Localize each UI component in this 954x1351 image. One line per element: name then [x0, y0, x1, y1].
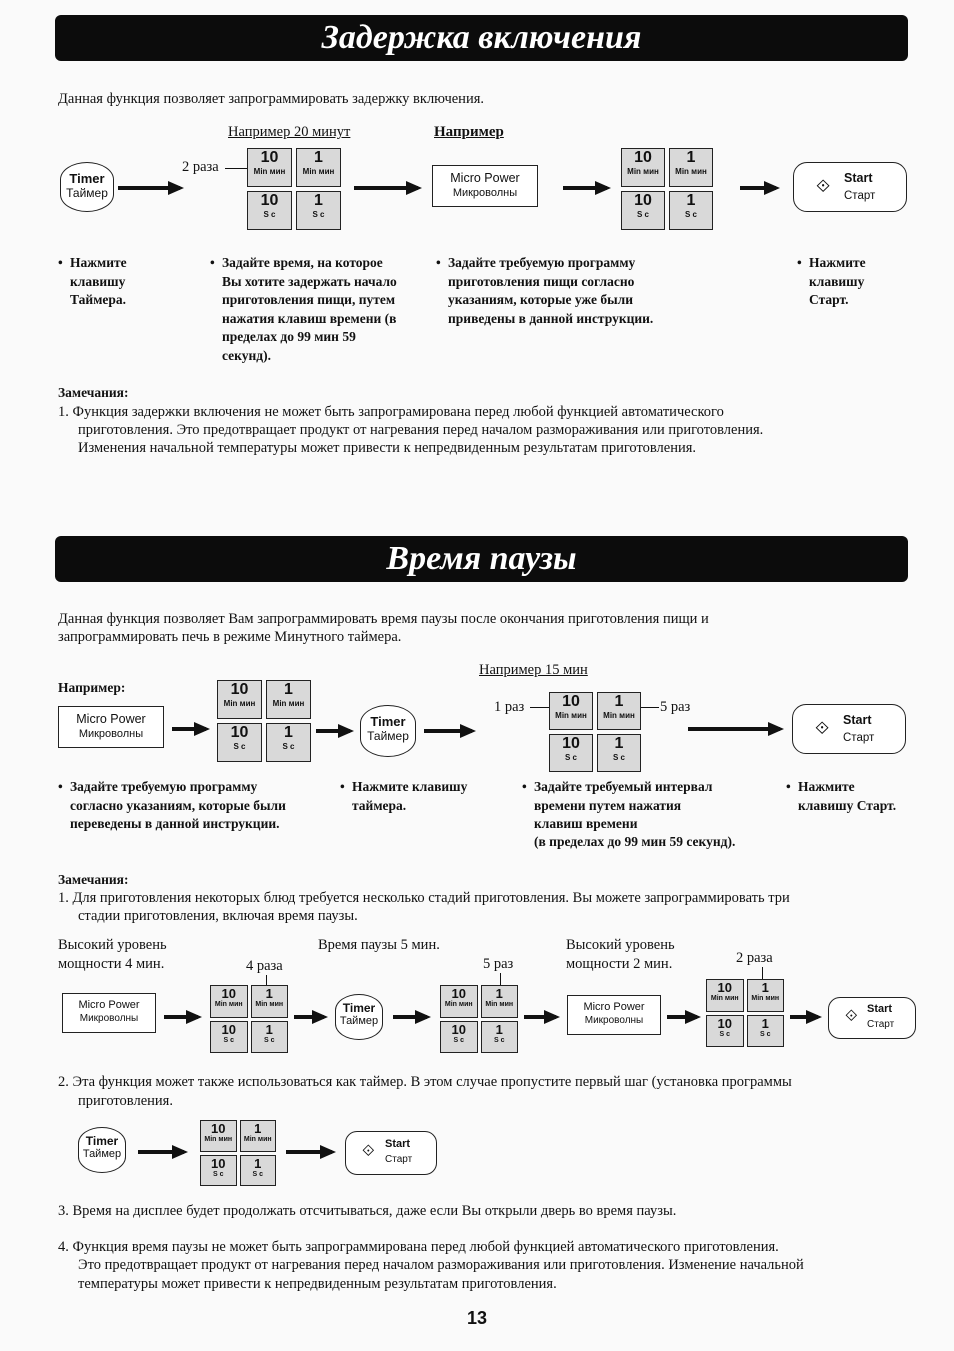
- timer-button[interactable]: [360, 705, 416, 757]
- key-10-sec[interactable]: 10 S c: [621, 191, 665, 230]
- micro-power-label: Micro Power: [78, 999, 140, 1011]
- arrow-icon: [294, 1015, 324, 1019]
- note-line: 2. Эта функция может также использоваться как таймер. В этом случае пропустите первый шаг (установка программы: [58, 1074, 792, 1090]
- key-1-sec[interactable]: 1 S c: [240, 1155, 277, 1187]
- time-keys: [440, 985, 518, 1053]
- arrow-icon: [740, 186, 776, 190]
- micro-power-label: Micro Power: [450, 171, 520, 185]
- start-label-ru: Старт: [867, 1019, 895, 1030]
- notes-title: Замечания:: [58, 385, 129, 400]
- time-keys: [706, 979, 784, 1047]
- arrow-icon: [393, 1015, 427, 1019]
- key-10-sec[interactable]: 10 S c: [247, 191, 292, 230]
- start-diamond-icon: ⟐: [816, 176, 831, 196]
- timer-button[interactable]: [60, 162, 114, 212]
- key-1-sec[interactable]: 1 S c: [266, 723, 311, 762]
- timer-label: Timer: [342, 1001, 376, 1015]
- key-1-sec[interactable]: 1 S c: [296, 191, 341, 230]
- timer-label: Timer: [85, 1134, 119, 1148]
- times-label: 4 раза: [246, 958, 283, 974]
- note-line: 3. Время на дисплее будет продолжать отсчитываться, даже если Вы открыли дверь во время паузы.: [58, 1203, 677, 1219]
- micro-power-button[interactable]: [567, 995, 661, 1035]
- section-title-delay: Задержка включения: [55, 15, 908, 61]
- key-10-min[interactable]: 10 Min мин: [217, 680, 262, 719]
- micro-power-label: Micro Power: [76, 712, 146, 726]
- key-10-min[interactable]: 10 Min мин: [200, 1120, 237, 1152]
- step-text: • Задайте требуемую программу приготовления пищи согласно указаниям, которые уже были приведены в данной инструкции.: [436, 255, 654, 326]
- section-title-pause: Время паузы: [55, 536, 908, 582]
- timer-label-ru: Таймер: [66, 186, 108, 200]
- note-line: Это предотвращает продукт от нагревания перед началом размораживания или приготовления. Изменение начальной: [78, 1257, 804, 1273]
- micro-power-button[interactable]: [432, 165, 538, 207]
- section1-intro: Данная функция позволяет запрограммировать задержку включения.: [58, 91, 485, 107]
- note-line: Изменения начальной температуры может привести к непредвиденным результатам приготовления.: [78, 440, 697, 456]
- example-label-20min: Например 20 минут: [228, 124, 351, 140]
- micro-power-button[interactable]: [62, 993, 156, 1033]
- arrow-icon: [354, 186, 418, 190]
- micro-power-label-ru: Микроволны: [79, 1013, 139, 1024]
- note-line: приготовления.: [78, 1093, 173, 1109]
- page-number: 13: [466, 1308, 488, 1328]
- key-10-min[interactable]: 10 Min мин: [549, 692, 593, 730]
- section2-intro: Данная функция позволяет Вам запрограммировать время паузы после окончания приготовления пищи и: [58, 611, 709, 627]
- start-diamond-icon: ⟐: [815, 718, 830, 738]
- note-line: 4. Функция время паузы не может быть запрограммирована перед любой функцией автоматического приготовления.: [58, 1239, 779, 1255]
- note-line: 1. Для приготовления некоторых блюд требуется несколько стадий приготовления. Вы можете запрограммировать три: [58, 890, 790, 906]
- example-heading: Например: [434, 124, 504, 140]
- pointer-line: [225, 168, 247, 169]
- key-10-min[interactable]: 10 Min мин: [210, 985, 248, 1018]
- start-label-ru: Старт: [844, 190, 876, 202]
- start-label-ru: Старт: [843, 732, 875, 744]
- time-keys: [200, 1120, 276, 1186]
- key-1-sec[interactable]: 1 S c: [669, 191, 713, 230]
- start-label-ru: Старт: [385, 1154, 413, 1165]
- start-button[interactable]: [792, 704, 906, 754]
- note-line: температуры может привести к непредвиденным результатам приготовления.: [78, 1276, 557, 1292]
- start-label: Start: [844, 171, 873, 185]
- seq-label: мощности 2 мин.: [566, 956, 673, 972]
- timer-label: Timer: [370, 714, 406, 729]
- key-1-min[interactable]: 1 Min мин: [296, 148, 341, 187]
- pointer-line: [530, 707, 550, 708]
- time-keys: [247, 148, 341, 230]
- start-label: Start: [867, 1003, 893, 1015]
- start-button[interactable]: [793, 162, 907, 212]
- step-text: • Нажмите клавишу Таймера.: [58, 255, 127, 307]
- micro-power-label-ru: Микроволны: [78, 728, 144, 740]
- micro-power-button[interactable]: [58, 706, 164, 748]
- arrow-icon: [524, 1015, 556, 1019]
- key-10-min[interactable]: 10 Min мин: [706, 979, 744, 1012]
- step-text: • Задайте время, на которое Вы хотите задержать начало приготовления пищи, путем нажатия клавиш времени (в пределах до 99 мин 59 секунд).: [210, 255, 397, 363]
- key-10-sec[interactable]: 10 S c: [200, 1155, 237, 1187]
- micro-power-label-ru: Микроволны: [452, 187, 518, 199]
- start-label: Start: [843, 713, 872, 727]
- arrow-icon: [286, 1150, 332, 1154]
- time-keys: [549, 692, 641, 772]
- note-line: приготовления. Это предотвращает продукт от нагревания перед началом размораживания или приготовления.: [78, 422, 764, 438]
- key-1-sec[interactable]: 1 S c: [481, 1021, 519, 1054]
- arrow-icon: [316, 729, 350, 733]
- time-keys: [217, 680, 311, 762]
- arrow-icon: [118, 186, 180, 190]
- key-1-min[interactable]: 1 Min мин: [240, 1120, 277, 1152]
- start-button[interactable]: [828, 997, 916, 1039]
- micro-power-label: Micro Power: [583, 1001, 645, 1013]
- step-text: • Задайте требуемый интервал времени путем нажатия клавиш времени: [522, 779, 713, 831]
- key-10-sec[interactable]: 10 S c: [217, 723, 262, 762]
- step-text: • Нажмите клавишу таймера.: [340, 779, 468, 813]
- notes-title: Замечания:: [58, 872, 129, 887]
- times-label: 2 раза: [736, 950, 773, 966]
- step-text: • Нажмите клавишу Старт.: [797, 255, 866, 307]
- seq-label: мощности 4 мин.: [58, 956, 165, 972]
- timer-label-ru: Таймер: [367, 729, 409, 743]
- arrow-icon: [688, 727, 780, 731]
- timer-label-ru: Таймер: [82, 1148, 122, 1160]
- key-1-min[interactable]: 1 Min мин: [251, 985, 289, 1018]
- key-1-sec[interactable]: 1 S c: [747, 1015, 785, 1048]
- key-10-min[interactable]: 10 Min мин: [440, 985, 478, 1018]
- arrow-icon: [790, 1015, 818, 1019]
- arrow-icon: [164, 1015, 198, 1019]
- micro-power-label-ru: Микроволны: [584, 1015, 644, 1026]
- key-10-sec[interactable]: 10 S c: [549, 734, 593, 772]
- key-10-sec[interactable]: 10 S c: [440, 1021, 478, 1054]
- key-10-min[interactable]: 10 Min мин: [621, 148, 665, 187]
- step-text: • Нажмите клавишу Старт.: [786, 779, 897, 813]
- section2-intro: запрограммировать печь в режиме Минутного таймера.: [58, 629, 402, 645]
- arrow-icon: [563, 186, 607, 190]
- seq-label: Время паузы 5 мин.: [318, 937, 440, 953]
- start-diamond-icon: ⟐: [362, 1143, 375, 1160]
- key-1-sec[interactable]: 1 S c: [251, 1021, 289, 1054]
- key-1-min[interactable]: 1 Min мин: [747, 979, 785, 1012]
- timer-button[interactable]: [78, 1127, 126, 1173]
- arrow-icon: [424, 729, 472, 733]
- step-text: • Задайте требуемую программу согласно указаниям, которые были переведены в данной инструкции.: [58, 779, 286, 831]
- times-label: 5 раз: [483, 956, 514, 972]
- key-10-sec[interactable]: 10 S c: [210, 1021, 248, 1054]
- key-1-min[interactable]: 1 Min мин: [481, 985, 519, 1018]
- arrow-icon: [172, 727, 206, 731]
- start-diamond-icon: ⟐: [845, 1008, 858, 1025]
- time-keys: [210, 985, 288, 1053]
- key-10-min[interactable]: 10 Min мин: [247, 148, 292, 187]
- note-line: стадии приготовления, включая время паузы.: [78, 908, 358, 924]
- key-1-sec[interactable]: 1 S c: [597, 734, 641, 772]
- start-label: Start: [385, 1138, 411, 1150]
- time-keys: [621, 148, 713, 230]
- key-1-min[interactable]: 1 Min мин: [266, 680, 311, 719]
- step-text: (в пределах до 99 мин 59 секунд).: [534, 834, 736, 849]
- times-label: 5 раз: [660, 699, 691, 715]
- timer-label: Timer: [69, 171, 105, 186]
- key-1-min[interactable]: 1 Min мин: [669, 148, 713, 187]
- start-button[interactable]: [345, 1131, 437, 1175]
- timer-button[interactable]: [335, 994, 383, 1040]
- key-1-min[interactable]: 1 Min мин: [597, 692, 641, 730]
- timer-label-ru: Таймер: [339, 1015, 379, 1027]
- arrow-icon: [667, 1015, 697, 1019]
- times-label: 1 раз: [494, 699, 525, 715]
- seq-label: Высокий уровень: [566, 937, 675, 953]
- key-10-sec[interactable]: 10 S c: [706, 1015, 744, 1048]
- example-heading: Например:: [58, 680, 126, 695]
- seq-label: Высокий уровень: [58, 937, 167, 953]
- example-label-15min: Например 15 мин: [479, 662, 588, 678]
- times-label: 2 раза: [182, 159, 219, 175]
- note-line: 1. Функция задержки включения не может быть запрограмирована перед любой функцией автоматического: [58, 404, 724, 420]
- pointer-line: [641, 707, 659, 708]
- arrow-icon: [138, 1150, 184, 1154]
